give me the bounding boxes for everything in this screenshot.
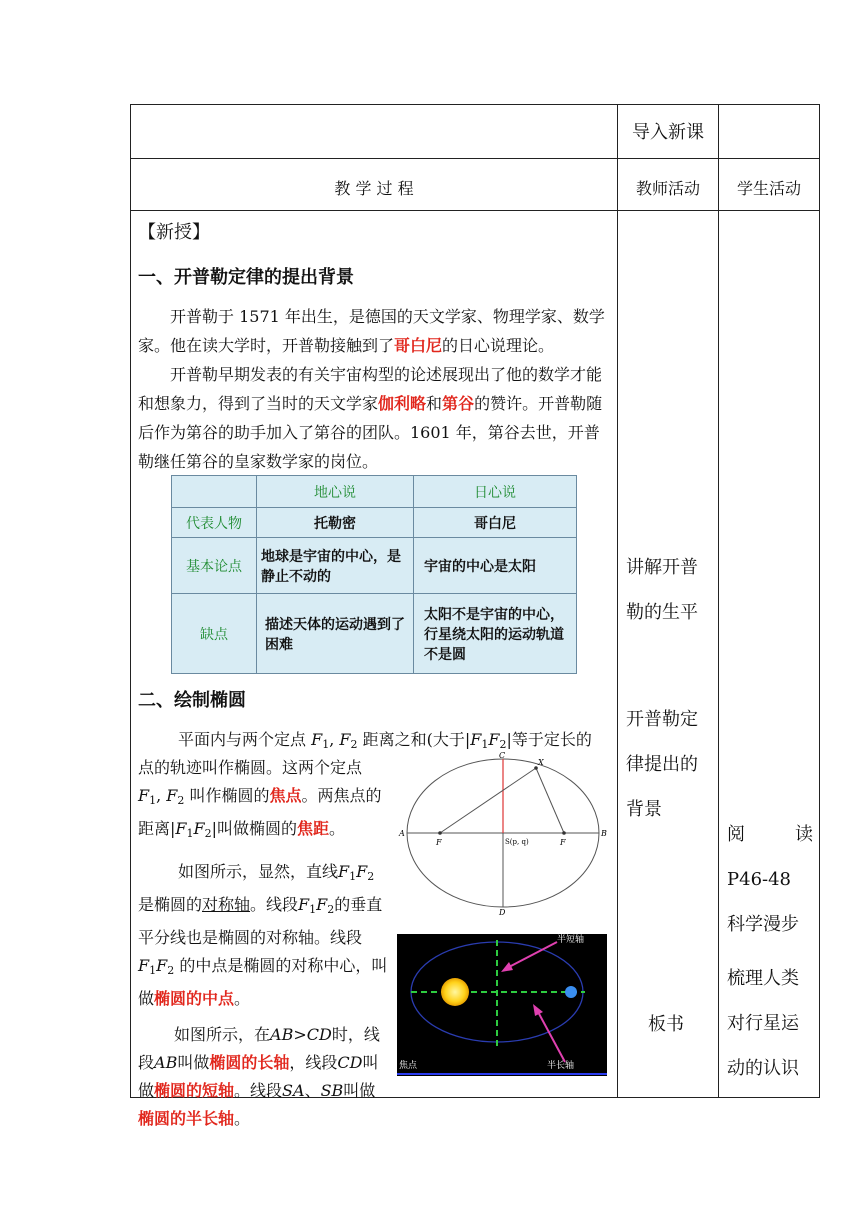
label-f1: F <box>436 838 442 847</box>
semi-major-axis-highlight: 椭圆的半长轴 <box>138 1109 235 1128</box>
label-f2: F <box>560 838 566 847</box>
paragraph-kepler-birth: 开普勒于 1571 年出生，是德国的天文学家、物理学家、数学家。他在读大学时，开普勒接触到了哥白尼的日心说理论。 <box>138 307 605 355</box>
row-label-drawback: 缺点 <box>172 594 257 674</box>
focus-label: 焦点 <box>399 1061 418 1071</box>
label-a: A <box>399 829 405 838</box>
intro-label: 导入新课 <box>632 122 704 143</box>
heliocentric-representative: 哥白尼 <box>414 508 577 538</box>
row-label-argument: 基本论点 <box>172 538 257 594</box>
section1-title: 一、开普勒定律的提出背景 <box>138 267 354 288</box>
heliocentric-header: 日心说 <box>414 476 577 508</box>
sun-icon <box>441 978 469 1006</box>
ellipse-definition-first-line: 平面内与两个定点 $F_1$, $F_2$ 距离之和(大于$|F_1F_2|$等于定长的 <box>178 730 592 751</box>
teacher-activity-3: 板书 <box>648 1014 684 1035</box>
student-activity-1: 阅 读 P46-48 科学漫步 <box>727 824 813 935</box>
major-axis-highlight: 椭圆的长轴 <box>209 1053 290 1072</box>
heliocentric-drawback: 太阳不是宇宙的中心，行星绕太阳的运动轨道不是圆 <box>414 594 577 674</box>
copernicus-highlight: 哥白尼 <box>394 336 443 355</box>
ellipse-definition-text: 点的轨迹叫作椭圆。这两个定点 $F_1$, $F_2$ 叫作椭圆的焦点。两焦点的距离$|F_1F_2|$叫做椭圆的焦距。 如图所示，显然，直线$F_1F_2$是椭圆的对称轴。线段$F_1F_2$的垂直平分线也是椭圆的对称轴。线段 $F_1F_2$ 的中点是椭圆的对称中心，叫做椭圆的中点。 如图所示，在AB>CD时，线段AB叫做椭圆的长轴，线段CD叫做椭圆的短轴。线段SA、SB叫做椭圆的半长轴。 <box>138 758 388 1128</box>
geocentric-heliocentric-table <box>171 475 577 674</box>
label-s: S(p, q) <box>505 838 529 846</box>
paragraph-kepler-career: 开普勒早期发表的有关宇宙构型的论述展现出了他的数学才能和想象力，得到了当时的天文学家伽利略和第谷的赞许。开普勒随后作为第谷的助手加入了第谷的团队。1601 年，第谷去世，开普勒继任第谷的皇家数学家的岗位。 <box>138 365 603 471</box>
label-d: D <box>499 908 506 916</box>
section2-title: 二、绘制椭圆 <box>138 690 246 711</box>
col-student-header: 学生活动 <box>736 179 801 198</box>
row-label-representative: 代表人物 <box>172 508 257 538</box>
semi-major-label: 半长轴 <box>547 1061 575 1071</box>
tycho-highlight: 第谷 <box>442 394 475 413</box>
label-c: C <box>499 752 506 760</box>
galileo-highlight: 伽利略 <box>378 394 427 413</box>
planet-icon <box>565 986 577 998</box>
geocentric-representative: 托勒密 <box>257 508 414 538</box>
label-x: X <box>538 758 544 767</box>
heliocentric-argument: 宇宙的中心是太阳 <box>414 538 577 594</box>
teacher-activity-1: 讲解开普勒的生平 <box>626 557 698 623</box>
focus-highlight: 焦点 <box>269 786 302 805</box>
semi-minor-label: 半短轴 <box>557 935 585 945</box>
geocentric-drawback: 描述天体的运动遇到了困难 <box>257 594 414 674</box>
student-activity-2: 梳理人类对行星运动的认识 <box>727 968 799 1079</box>
col-teacher-header: 教师活动 <box>635 179 700 198</box>
geocentric-header: 地心说 <box>257 476 414 508</box>
minor-axis-highlight: 椭圆的短轴 <box>154 1081 235 1100</box>
table-corner <box>172 476 257 508</box>
process-content <box>138 218 612 476</box>
focal-distance-highlight: 焦距 <box>297 819 330 838</box>
symmetry-axis-underline: 对称轴 <box>202 895 251 914</box>
col-process-header: 教 学 过 程 <box>334 179 414 198</box>
ellipse-diagram <box>396 752 612 916</box>
new-lesson-tag: 【新授】 <box>138 222 210 243</box>
label-b: B <box>601 829 607 838</box>
geocentric-argument: 地球是宇宙的中心，是静止不动的 <box>257 538 414 594</box>
orbit-diagram <box>397 934 607 1076</box>
center-highlight: 椭圆的中点 <box>154 989 235 1008</box>
teacher-activity-2: 开普勒定律提出的背景 <box>626 709 698 820</box>
